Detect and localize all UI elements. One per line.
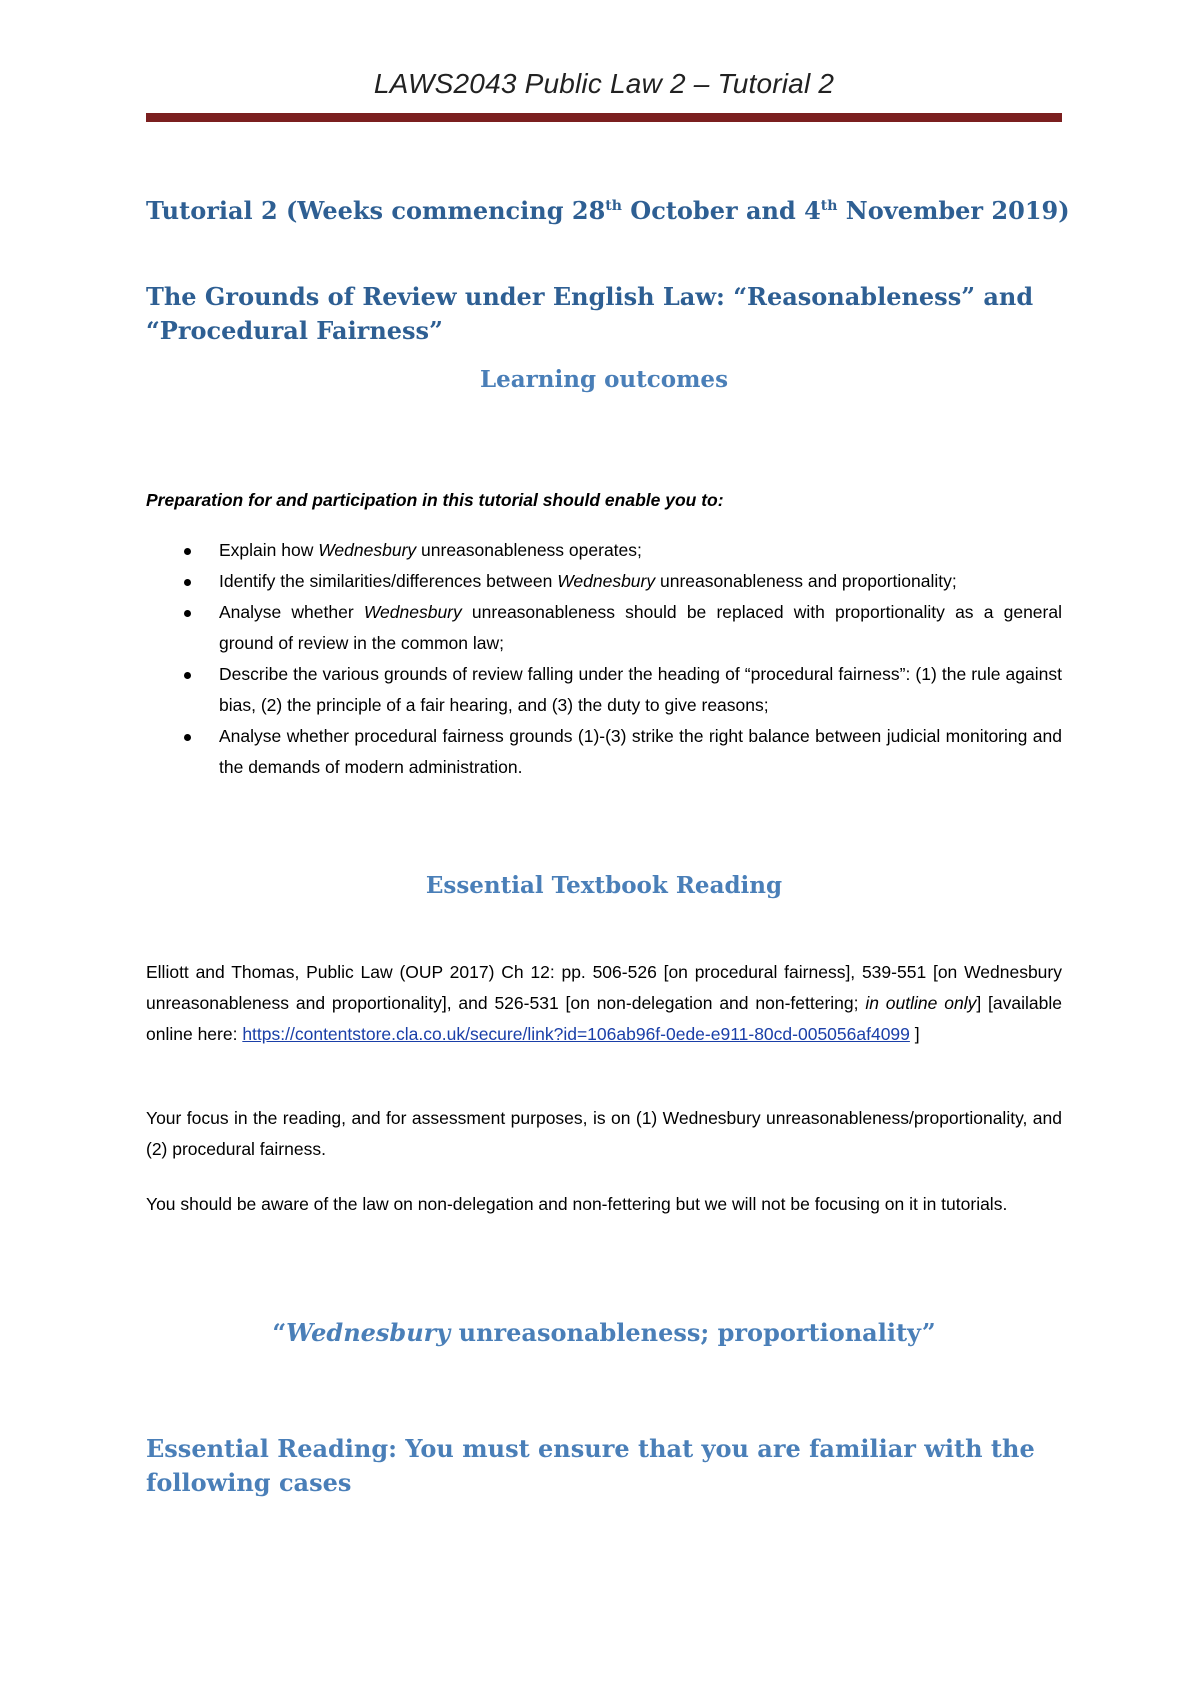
topic-heading: The Grounds of Review under English Law: “Reasonableness” and “Procedural Fairness”: [146, 282, 1034, 345]
content-store-link[interactable]: https://contentstore.cla.co.uk/secure/link?id=106ab96f-0ede-e911-80cd-005056af4099: [242, 1024, 910, 1044]
bullet-icon: [184, 548, 191, 555]
outcomes-intro: Preparation for and participation in this tutorial should enable you to:: [146, 490, 724, 510]
textbook-reference: Elliott and Thomas, Public Law (OUP 2017) Ch 12: pp. 506-526 [on procedural fairness], 539-551 [on Wednesbury unreasonableness and proportionality], and 526-531 [on non-delegation and non-fettering; in outline only] [available online here: https://contentstore.cla.co.uk/secure/link?id=106ab96f-0ede-e911-80cd-005056af4099 ]: [146, 962, 1062, 1044]
list-item: Identify the similarities/differences between Wednesbury unreasonableness and proportionality;: [146, 566, 1062, 597]
bullet-icon: [184, 579, 191, 586]
list-item: Analyse whether Wednesbury unreasonableness should be replaced with proportionality as a general ground of review in the common law;: [146, 597, 1062, 659]
textbook-reading-heading: Essential Textbook Reading: [425, 872, 783, 899]
superscript-th-2: th: [820, 198, 838, 214]
bullet-icon: [184, 672, 191, 679]
page-header-title: LAWS2043 Public Law 2 – Tutorial 2: [373, 68, 835, 99]
learning-outcomes-list: [146, 535, 1062, 783]
tutorial-title: [146, 196, 1076, 226]
tutorial-title-middle: October and 4: [621, 196, 821, 225]
learning-outcomes-heading: Learning outcomes: [479, 366, 729, 393]
tutorial-title-prefix: Tutorial 2 (Weeks commencing 28: [146, 196, 606, 225]
bullet-icon: [184, 734, 191, 741]
bullet-icon: [184, 610, 191, 617]
wednesbury-heading: “Wednesbury unreasonableness; proportionality”: [272, 1318, 936, 1347]
list-item: Describe the various grounds of review falling under the heading of “procedural fairness”: (1) the rule against bias, (2) the principle of a fair hearing, and (3) the duty to give reasons;: [146, 659, 1062, 721]
header-divider: [146, 113, 1062, 122]
list-item: Explain how Wednesbury unreasonableness operates;: [146, 535, 1062, 566]
reading-focus-paragraph: Your focus in the reading, and for assessment purposes, is on (1) Wednesbury unreasonableness/proportionality, and (2) procedural fairness.: [146, 1108, 1062, 1159]
list-item: Analyse whether procedural fairness grounds (1)-(3) strike the right balance between judicial monitoring and the demands of modern administration.: [146, 721, 1062, 783]
essential-reading-heading: Essential Reading: You must ensure that you are familiar with the following cases: [146, 1434, 1035, 1497]
non-delegation-paragraph: You should be aware of the law on non-delegation and non-fettering but we will not be focusing on it in tutorials.: [146, 1194, 1008, 1214]
tutorial-title-suffix: November 2019): [837, 196, 1070, 225]
superscript-th-1: th: [605, 198, 622, 214]
